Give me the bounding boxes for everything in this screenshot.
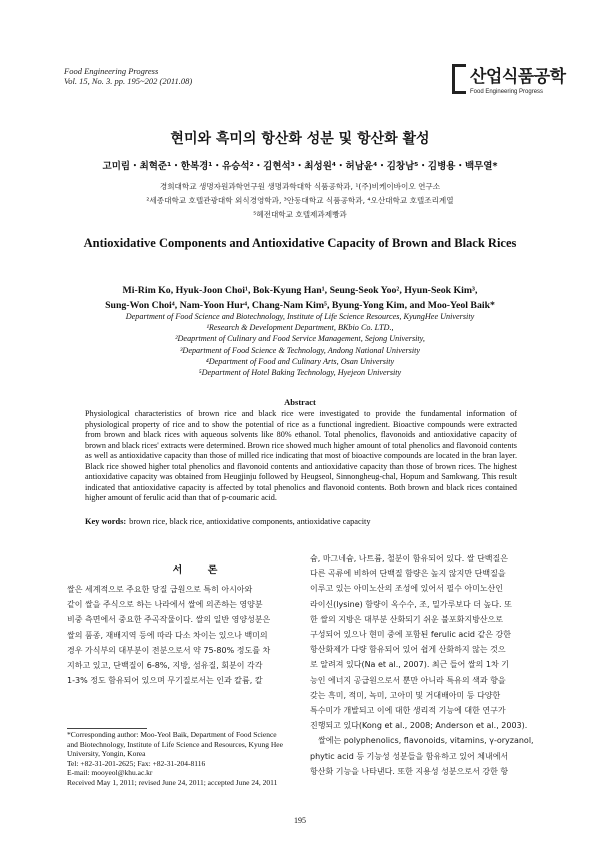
journal-name: Food Engineering Progress <box>64 66 159 76</box>
body-line: 구성되어 있으나 현미 중에 포함된 ferulic acid 같은 강한 <box>310 630 511 640</box>
english-affiliation: ²Deaprtment of Culinary and Food Service Management, Sejong University, <box>175 334 425 344</box>
body-line: 로 알려져 있다(Na et al., 2007). 최근 들어 쌀의 1차 기 <box>310 660 510 670</box>
journal-citation: Vol. 15, No. 3. pp. 195~202 (2011.08) <box>64 76 193 86</box>
keywords-label: Key words: <box>85 517 127 526</box>
footnote-line: University, Yongin, Korea <box>67 749 146 759</box>
english-authors <box>0 283 600 313</box>
body-column-left <box>67 582 305 688</box>
english-affiliation: ³Department of Food Science & Technology, Andong National University <box>179 345 421 355</box>
english-affiliations <box>0 311 600 378</box>
journal-header <box>64 66 192 86</box>
body-line: 갖는 흑미, 적미, 녹미, 고아미 및 거대배아미 등 다양한 <box>310 690 501 700</box>
logo-korean-text: 산업식품공학 <box>470 67 566 87</box>
logo-english-text: Food Engineering Progress <box>470 89 544 95</box>
body-line: 특수미가 개발되고 이에 대한 생리적 기능에 대한 연구가 <box>310 706 506 716</box>
korean-affiliation: 경희대학교 생명자원과학연구원 생명과학대학 식품공학과, ¹(주)비케이바이오 연구소 <box>159 182 441 191</box>
footnote-divider <box>67 728 147 729</box>
body-line: 진행되고 있다(Kong et al., 2008; Anderson et al., 2003). <box>310 721 528 731</box>
footnote-line: Tel: +82-31-201-2625; Fax: +82-31-204-8116 <box>67 758 206 768</box>
english-affiliation: ¹Research & Development Department, BKbio Co. LTD., <box>206 323 394 333</box>
english-title: Antioxidative Components and Antioxidative Capacity of Brown and Black Rices <box>83 236 517 250</box>
english-authors-line: Mi-Rim Ko, Hyuk-Joon Choi¹, Bok-Kyung Han¹, Seung-Seok Yoo², Hyun-Seok Kim³, <box>122 285 478 296</box>
keywords-list: brown rice, black rice, antioxidative components, antioxidative capacity <box>129 517 371 526</box>
body-line: 항산화 기능을 나타낸다. 또한 지용성 성분으로서 강한 항 <box>310 766 509 776</box>
body-line: 항산화제가 다량 함유되어 있어 쉽게 산화하지 않는 것으 <box>310 645 506 655</box>
english-authors-line: Sung-Won Choi⁴, Nam-Yoon Hur⁴, Chang-Nam Kim⁵, Byung-Yong Kim, and Moo-Yeol Baik* <box>105 300 495 311</box>
body-line: phytic acid 등 기능성 성분들을 함유하고 있어 체내에서 <box>310 751 509 761</box>
english-affiliation: ⁴Department of Food and Culinary Arts, Osan University <box>205 356 395 366</box>
abstract-heading: Abstract <box>284 397 316 407</box>
corresponding-author-footnote <box>67 730 307 788</box>
body-line: 쌀의 품종, 재배지역 등에 따라 다소 차이는 있으나 백미의 <box>67 630 268 640</box>
keywords <box>85 517 517 526</box>
footnote-line: *Corresponding author: Moo-Yeol Baik, Department of Food Science <box>67 730 277 739</box>
body-line: 쌀에는 polyphenolics, flavonoids, vitamins, γ-oryzanol, <box>318 736 534 746</box>
body-line: 경우 가식부의 대부분이 전분으로서 약 75-80% 정도를 차 <box>67 645 271 655</box>
logo-bracket-icon <box>452 64 466 94</box>
footnote-line: E-mail: mooyeol@khu.ac.kr <box>67 768 153 778</box>
korean-authors: 고미림・최혁준¹・한복경¹・유승석²・김현석³・최성원⁴・허남윤⁴・김창남⁵・김병용・백무열* <box>102 161 498 172</box>
abstract-body: Physiological characteristics of brown rice and black rice were investigated to provide the fundamental information of physiological property of rice and to show the potential of rice as a functional ingredient. Bioactive compounds were extracted from brown and black rices with aqueous solvents like 80% ethanol. Total phenolics, flavonoids and antioxidative capacity of brown and black rices' extracts were determined. Brown rice showed much higher amount of total phenolics and flavonoid contents as well as antioxidative capacity than those of milled rice indicating that most of bioactive compounds are located in the bran layer. Black rice showed higher total phenolics and flavonoid contents and antioxidative capacity than those of brown rices. The highest antioxidative capacity was obtained from Heugjinju followed by Heugseol, Sinnongheug-chal, Hopum and Samkwang. This result indicated that antioxidative capacity is affected by total phenolics and flavonoid contents. Both brown and black rices contained higher amount of ferulic acid than that of p-coumaric acid. <box>85 409 517 503</box>
body-line: 라이신(lysine) 함량이 옥수수, 조, 밀가루보다 더 높다. 또 <box>310 599 512 609</box>
body-line: 같이 쌀을 주식으로 하는 나라에서 쌀에 의존하는 영양분 <box>67 600 263 610</box>
english-affiliation: ⁵Department of Hotel Baking Technology, Hyejeon University <box>198 368 402 378</box>
journal-logo <box>452 62 566 102</box>
body-line: 쌀은 세계적으로 주요한 당질 급원으로 특히 아시아와 <box>67 585 253 594</box>
body-line: 한 쌀의 지방은 대부분 산화되기 쉬운 불포화지방산으로 <box>310 614 503 624</box>
body-line: 비중 측면에서 중요한 주곡작물이다. 쌀의 일반 영양성분은 <box>67 615 271 625</box>
footnote-line: Received May 1, 2011; revised June 24, 2011; accepted June 24, 2011 <box>67 777 278 787</box>
body-line: 지하고 있고, 단백질이 6-8%, 지방, 섬유질, 회분이 각각 <box>67 661 263 671</box>
footnote-line: and Biotechnology, Institute of Life Science and Resources, Kyung Hee <box>67 739 283 749</box>
korean-affiliation: ⁵혜전대학교 호텔제과제빵과 <box>253 210 347 219</box>
page-number: 195 <box>294 816 306 825</box>
body-line: 이루고 있는 아미노산의 조성에 있어서 필수 아미노산인 <box>310 584 503 594</box>
body-column-right <box>310 551 542 779</box>
body-line: 다른 곡류에 비하여 단백질 함량은 높지 않지만 단백질을 <box>310 569 506 579</box>
body-line: 능인 에너지 공급원으로서 뿐만 아니라 특유의 색과 향을 <box>310 675 506 685</box>
korean-title: 현미와 흑미의 항산화 성분 및 항산화 활성 <box>170 131 430 147</box>
body-line: 1-3% 정도 함유되어 있으며 무기질로서는 인과 칼륨, 칼 <box>67 676 263 686</box>
english-affiliation: Department of Food Science and Biotechnology, Institute of Life Science Resources, KyungHee University <box>125 312 475 321</box>
section-heading-introduction: 서 론 <box>172 565 220 576</box>
korean-affiliation: ²세종대학교 호텔관광대학 외식경영학과, ³안동대학교 식품공학과, ⁴오산대학교 호텔조리계열 <box>146 196 454 205</box>
body-line: 슘, 마그네슘, 나트륨, 철분이 함유되어 있다. 쌀 단백질은 <box>310 554 508 563</box>
